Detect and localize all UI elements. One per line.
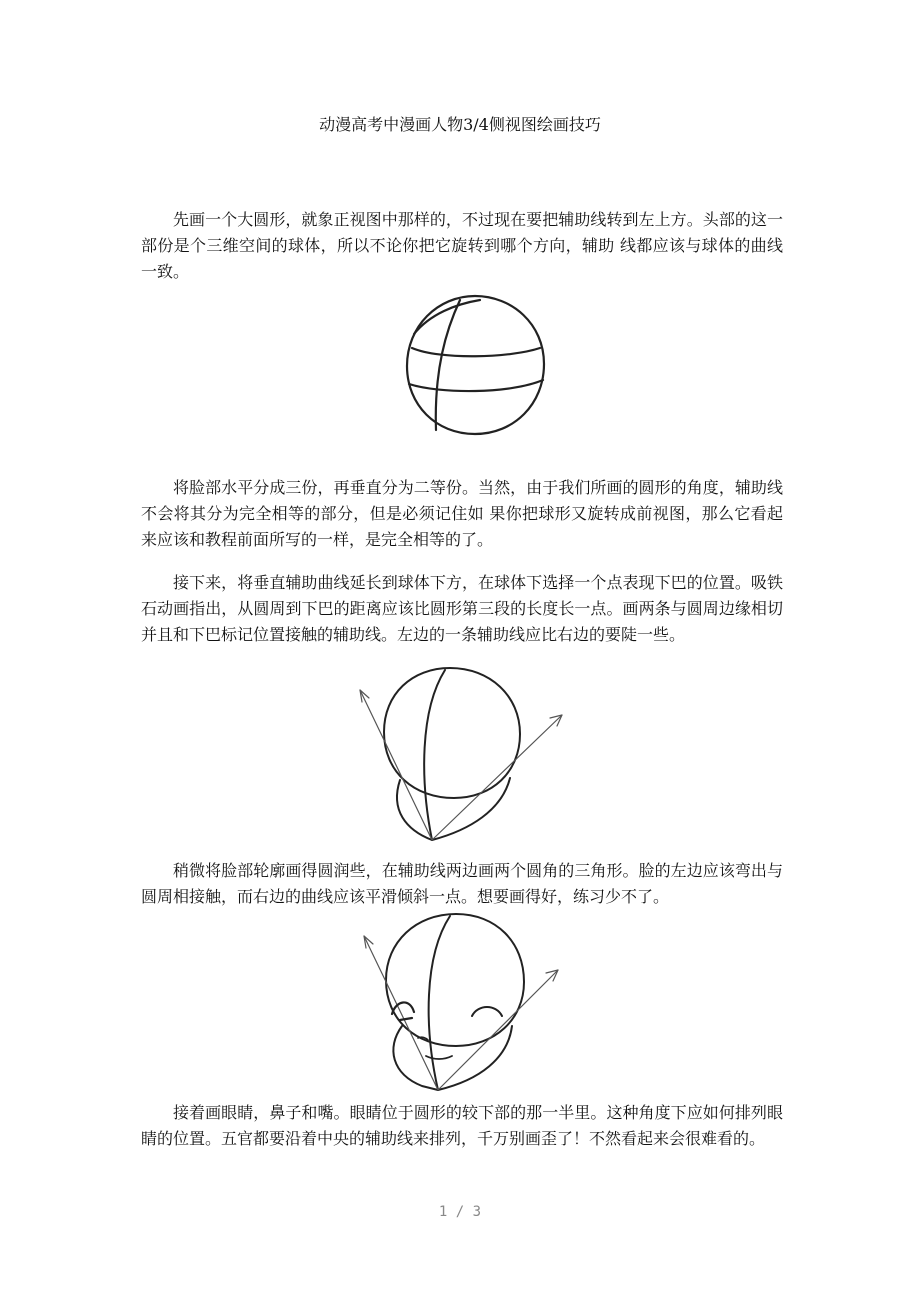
figure-head-features bbox=[352, 908, 572, 1098]
paragraph-4: 稍微将脸部轮廓画得圆润些，在辅助线两边画两个圆角的三角形。脸的左边应该弯出与圆周相接触，而右边的曲线应该平滑倾斜一点。想要画得好，练习少不了。 bbox=[141, 861, 783, 906]
center-vertical-curve bbox=[424, 670, 445, 840]
right-tangent-guide bbox=[438, 970, 558, 1090]
figure-sphere-guidelines bbox=[400, 290, 550, 440]
paragraph-5: 接着画眼睛，鼻子和嘴。眼睛位于圆形的较下部的那一半里。这种角度下应如何排列眼睛的位置。五官都要沿着中央的辅助线来排列，千万别画歪了！不然看起来会很难看的。 bbox=[141, 1103, 783, 1148]
left-tangent-guide bbox=[360, 690, 432, 840]
paragraph-3: 接下来，将垂直辅助曲线延长到球体下方，在球体下选择一个点表现下巴的位置。吸铁石动画指出，从圆周到下巴的距离应该比圆形第三段的长度长一点。画两条与圆周边缘相切并且和下巴标记位置接触的辅助线。左边的一条辅助线应比右边的要陡一些。 bbox=[141, 573, 783, 644]
sphere-outline bbox=[407, 296, 544, 434]
paragraph-1: 先画一个大圆形，就象正视图中那样的，不过现在要把辅助线转到左上方。头部的这一部份是个三维空间的球体，所以不论你把它旋转到哪个方向，辅助 线都应该与球体的曲线一致。 bbox=[141, 210, 783, 281]
mouth-line bbox=[426, 1056, 452, 1059]
vertical-guideline bbox=[436, 300, 460, 430]
upper-arc-guideline bbox=[414, 300, 480, 334]
horizontal-guideline-top bbox=[412, 348, 540, 356]
right-eye bbox=[472, 1007, 502, 1016]
page-indicator: 1 / 3 bbox=[438, 1204, 482, 1220]
sphere-outline bbox=[384, 668, 520, 798]
figure-head-chin-guides bbox=[350, 660, 570, 850]
right-tangent-guide bbox=[432, 715, 562, 840]
left-tangent-guide bbox=[364, 936, 438, 1090]
right-jaw-line bbox=[432, 778, 510, 840]
horizontal-guideline-bottom bbox=[409, 380, 543, 391]
paragraph-2: 将脸部水平分成三份，再垂直分为二等份。当然，由于我们所画的圆形的角度，辅助线不会将其分为完全相等的部分，但是必须记住如 果你把球形又旋转成前视图，那么它看起来应该和教程前面所写的一样，是完全相等的了。 bbox=[141, 478, 783, 549]
center-vertical-curve bbox=[429, 916, 450, 1090]
document-title: 动漫高考中漫画人物3/4侧视图绘画技巧 bbox=[319, 115, 601, 134]
